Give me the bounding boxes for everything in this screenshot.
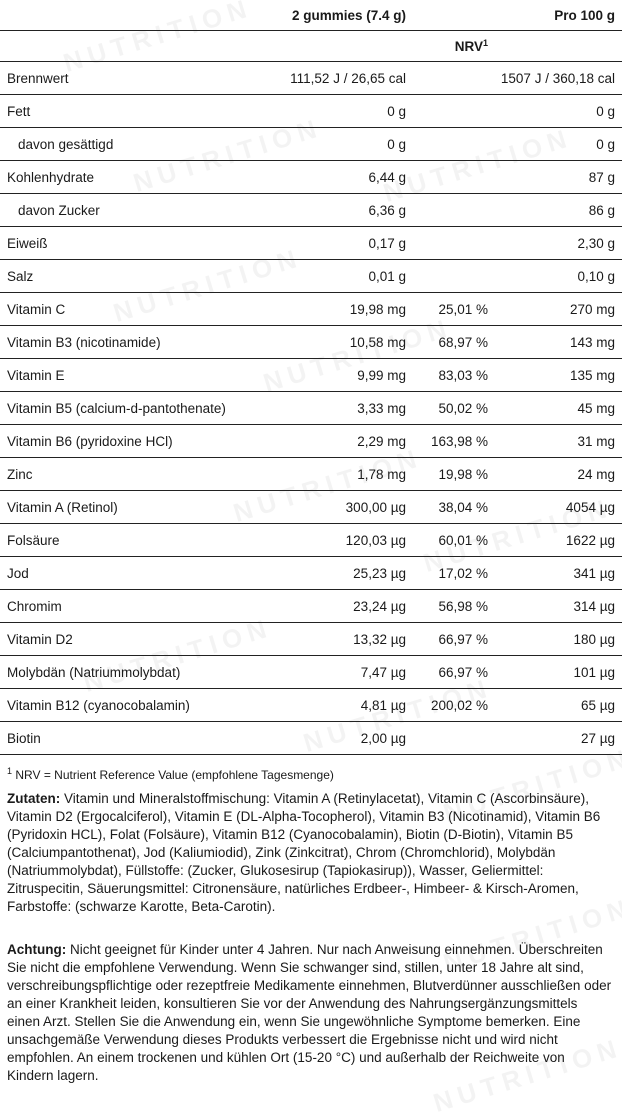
nutrient-row [0, 95, 622, 128]
nutrient-per100-value: 1622 µg [492, 524, 622, 557]
header-nrv-label: NRV [454, 39, 483, 54]
nutrient-per100-value: 180 µg [492, 623, 622, 656]
nutrient-name: Vitamin B6 (pyridoxine HCl) [0, 425, 275, 458]
nutrient-row [0, 590, 622, 623]
nutrient-row [0, 62, 622, 95]
warning-text: Nicht geeignet für Kinder unter 4 Jahren. Nur nach Anweisung einnehmen. Überschreiten Sie nicht die empfohlene Verwendung. Wenn Sie schwanger sind, stillen, unter 18 Jahre alt sind, verschreibungspflichtige oder rezeptfreie Medikamente einnehmen, Blutverdünner ausschließen oder an einer Krankheit leiden, konsultieren Sie vor der Anwendung des Nahrungsergänzungsmittels einen Arzt. Stellen Sie die Anwendung ein, wenn Sie ungewöhnliche Symptome bemerken. Eine unsachgemäße Verwendung dieses Produkts verbessert die Ergebnisse nicht und wird nicht empfohlen. An einem trockenen und kühlen Ort (15-20 °C) und außerhalb der Reichweite von Kindern lagern. [7, 942, 612, 1083]
nutrient-name: Vitamin D2 [0, 623, 275, 656]
nutrient-name: Vitamin B3 (nicotinamide) [0, 326, 275, 359]
footnote-mark: 1 [7, 766, 13, 776]
nutrient-name: Vitamin A (Retinol) [0, 491, 275, 524]
nutrient-serving-value: 1,78 mg [275, 458, 410, 491]
nutrient-row [0, 227, 622, 260]
nutrient-row [0, 326, 622, 359]
warning-label: Achtung: [7, 942, 67, 957]
ingredients-paragraph [7, 790, 613, 916]
nutrient-row [0, 557, 622, 590]
nutrient-per100-value: 87 g [492, 161, 622, 194]
nutrient-name: Eiweiß [0, 227, 275, 260]
nutrient-serving-value: 6,36 g [275, 194, 410, 227]
nutrient-row [0, 458, 622, 491]
nutrient-per100-value: 314 µg [492, 590, 622, 623]
nutrient-name: Vitamin B12 (cyanocobalamin) [0, 689, 275, 722]
nutrient-serving-value: 300,00 µg [275, 491, 410, 524]
ingredients-label: Zutaten: [7, 791, 61, 806]
nutrient-nrv-value: 25,01 % [410, 293, 492, 326]
warning-paragraph [7, 941, 613, 1085]
nutrient-nrv-value [410, 161, 492, 194]
nutrient-nrv-value: 66,97 % [410, 656, 492, 689]
nutrient-per100-value: 101 µg [492, 656, 622, 689]
nutrient-per100-value: 0,10 g [492, 260, 622, 293]
nutrient-row [0, 425, 622, 458]
nutrient-row [0, 689, 622, 722]
nutrient-row [0, 359, 622, 392]
nutrient-row [0, 194, 622, 227]
nutrient-per100-value: 4054 µg [492, 491, 622, 524]
nutrient-serving-value: 3,33 mg [275, 392, 410, 425]
nutrient-nrv-value [410, 227, 492, 260]
nutrient-serving-value: 120,03 µg [275, 524, 410, 557]
nutrient-serving-value: 111,52 J / 26,65 cal [275, 62, 410, 95]
nutrient-per100-value: 0 g [492, 128, 622, 161]
nutrient-per100-value: 341 µg [492, 557, 622, 590]
nrv-row-empty [492, 31, 622, 62]
table-nrv-row [0, 31, 622, 62]
nutrient-name: Vitamin B5 (calcium-d-pantothenate) [0, 392, 275, 425]
nutrient-name: Zinc [0, 458, 275, 491]
nutrient-row [0, 722, 622, 755]
nutrient-row [0, 623, 622, 656]
header-nrv-empty [410, 0, 492, 31]
header-serving: 2 gummies (7.4 g) [275, 0, 410, 31]
nutrient-nrv-value: 83,03 % [410, 359, 492, 392]
nutrient-per100-value: 0 g [492, 95, 622, 128]
footnote-text: NRV = Nutrient Reference Value (empfohlene Tagesmenge) [15, 768, 334, 782]
nutrient-name: Salz [0, 260, 275, 293]
nutrient-per100-value: 135 mg [492, 359, 622, 392]
nutrient-name: Brennwert [0, 62, 275, 95]
nutrient-serving-value: 6,44 g [275, 161, 410, 194]
nutrient-nrv-value: 50,02 % [410, 392, 492, 425]
nutrient-serving-value: 13,32 µg [275, 623, 410, 656]
nutrient-row [0, 161, 622, 194]
nutrient-serving-value: 23,24 µg [275, 590, 410, 623]
nutrient-name: Vitamin C [0, 293, 275, 326]
nutrient-nrv-value [410, 260, 492, 293]
nutrient-serving-value: 10,58 mg [275, 326, 410, 359]
nutrient-serving-value: 4,81 µg [275, 689, 410, 722]
nutrient-name: Fett [0, 95, 275, 128]
table-header-row [0, 0, 622, 31]
nutrient-serving-value: 0 g [275, 128, 410, 161]
nutrient-name: Biotin [0, 722, 275, 755]
nutrient-row [0, 293, 622, 326]
nutrient-serving-value: 0,01 g [275, 260, 410, 293]
nutrient-per100-value: 86 g [492, 194, 622, 227]
nutrient-per100-value: 24 mg [492, 458, 622, 491]
nutrient-serving-value: 2,29 mg [275, 425, 410, 458]
nutrient-per100-value: 1507 J / 360,18 cal [492, 62, 622, 95]
nutrient-name: Chromim [0, 590, 275, 623]
nutrient-name: Jod [0, 557, 275, 590]
nutrient-serving-value: 0,17 g [275, 227, 410, 260]
header-nrv [410, 31, 492, 62]
nrv-row-empty [275, 31, 410, 62]
nutrient-nrv-value: 17,02 % [410, 557, 492, 590]
nutrient-row [0, 260, 622, 293]
nutrient-nrv-value [410, 722, 492, 755]
nutrient-name: davon gesättigd [0, 128, 275, 161]
nutrient-nrv-value: 19,98 % [410, 458, 492, 491]
nutrient-nrv-value [410, 128, 492, 161]
nutrient-nrv-value [410, 95, 492, 128]
nutrient-serving-value: 9,99 mg [275, 359, 410, 392]
nutrient-per100-value: 27 µg [492, 722, 622, 755]
nrv-footnote [7, 766, 334, 782]
nutrient-name: Folsäure [0, 524, 275, 557]
nutrient-nrv-value: 66,97 % [410, 623, 492, 656]
nutrient-serving-value: 0 g [275, 95, 410, 128]
header-nrv-footnote-mark: 1 [482, 38, 488, 48]
nutrient-name: davon Zucker [0, 194, 275, 227]
nutrient-row [0, 656, 622, 689]
nutrient-name: Vitamin E [0, 359, 275, 392]
nutrient-nrv-value [410, 62, 492, 95]
nutrient-per100-value: 65 µg [492, 689, 622, 722]
nutrient-per100-value: 2,30 g [492, 227, 622, 260]
nutrient-nrv-value [410, 194, 492, 227]
nutrient-nrv-value: 163,98 % [410, 425, 492, 458]
nutrient-per100-value: 45 mg [492, 392, 622, 425]
header-name-cell [0, 0, 275, 31]
nutrient-row [0, 491, 622, 524]
nutrient-per100-value: 31 mg [492, 425, 622, 458]
nutrient-row [0, 128, 622, 161]
ingredients-text: Vitamin und Mineralstoffmischung: Vitamin A (Retinylacetat), Vitamin C (Ascorbinsäure), Vitamin D2 (Ergocalciferol), Vitamin E (DL-Alpha-Tocopherol), Vitamin B3 (Nicotinamid), Vitamin B6 (Pyridoxin HCL), Folat (Folsäure), Vitamin B12 (Cyanocobalamin), Biotin (D-Biotin), Vitamin B5 (Calciumpantothenat), Jod (Kaliumiodid), Zink (Zinkcitrat), Chrom (Chromchlorid), Molybdän (Natriummolybdat), Füllstoffe: (Zucker, Glukosesirup (Tapiokasirup)), Wasser, Geliermittel: Zitruspecitin, Säuerungsmittel: Citronensäure, natürliches Erdbeer-, Himbeer- & Kirsch-Aromen, Farbstoffe: (schwarze Karotte, Beta-Carotin). [7, 791, 601, 914]
nutrient-name: Molybdän (Natriummolybdat) [0, 656, 275, 689]
nutrient-serving-value: 7,47 µg [275, 656, 410, 689]
nutrient-name: Kohlenhydrate [0, 161, 275, 194]
nrv-row-empty [0, 31, 275, 62]
nutrient-nrv-value: 38,04 % [410, 491, 492, 524]
nutrient-per100-value: 270 mg [492, 293, 622, 326]
nutrient-nrv-value: 200,02 % [410, 689, 492, 722]
nutrient-serving-value: 25,23 µg [275, 557, 410, 590]
nutrient-row [0, 524, 622, 557]
nutrient-nrv-value: 60,01 % [410, 524, 492, 557]
header-per100: Pro 100 g [492, 0, 622, 31]
nutrient-serving-value: 19,98 mg [275, 293, 410, 326]
nutrient-serving-value: 2,00 µg [275, 722, 410, 755]
nutrient-per100-value: 143 mg [492, 326, 622, 359]
nutrient-nrv-value: 68,97 % [410, 326, 492, 359]
nutrient-nrv-value: 56,98 % [410, 590, 492, 623]
nutrient-row [0, 392, 622, 425]
